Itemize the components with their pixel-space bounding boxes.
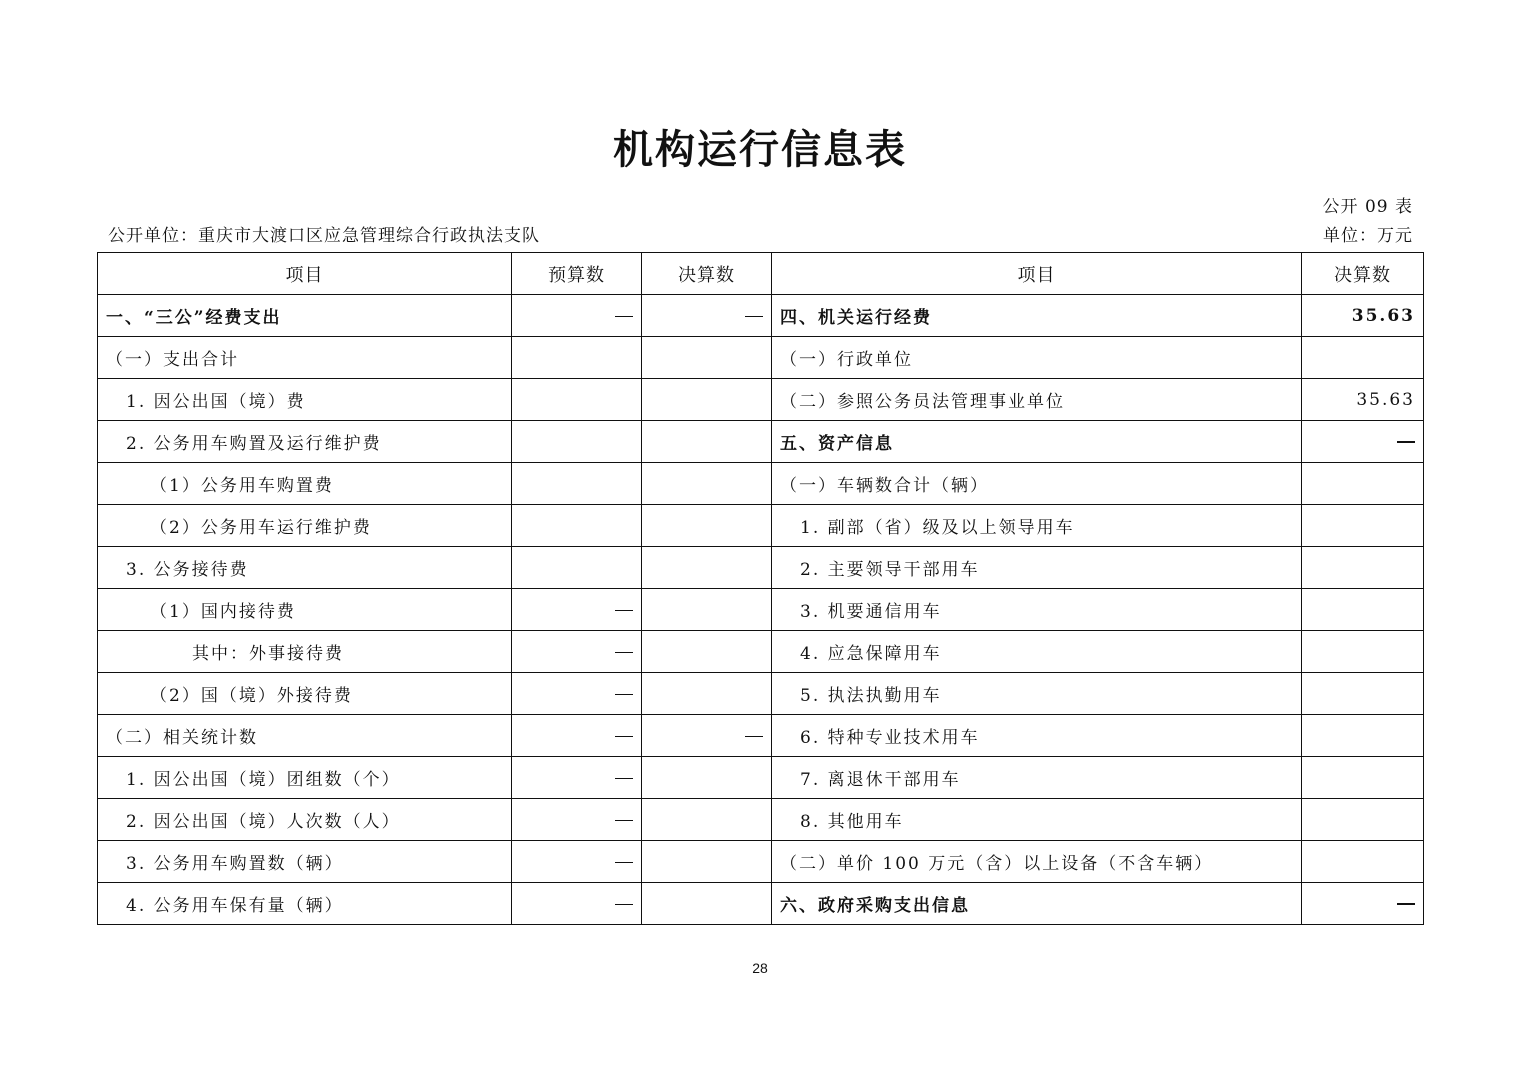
table-row bbox=[98, 589, 1424, 631]
right-value-cell bbox=[1302, 883, 1424, 925]
table-row bbox=[98, 547, 1424, 589]
right-value-cell bbox=[1302, 505, 1424, 547]
right-value-cell bbox=[1302, 547, 1424, 589]
page-title: 机构运行信息表 bbox=[613, 127, 907, 173]
row-label-left: （2）公务用车运行维护费 bbox=[98, 505, 512, 547]
right-value-cell bbox=[1302, 337, 1424, 379]
row-label-right: 6. 特种专业技术用车 bbox=[772, 715, 1302, 757]
right-value-cell bbox=[1302, 715, 1424, 757]
budget-cell bbox=[512, 799, 642, 841]
right-value-cell bbox=[1302, 799, 1424, 841]
table-row bbox=[98, 673, 1424, 715]
page-number: 28 bbox=[752, 960, 768, 976]
budget-cell bbox=[512, 337, 642, 379]
dash-mark bbox=[615, 862, 633, 863]
row-label-right: （二）单价 100 万元（含）以上设备（不含车辆） bbox=[772, 841, 1302, 883]
final-cell bbox=[642, 295, 772, 337]
row-label-left: （1）公务用车购置费 bbox=[98, 463, 512, 505]
final-cell bbox=[642, 379, 772, 421]
right-value-cell bbox=[1302, 589, 1424, 631]
final-cell bbox=[642, 337, 772, 379]
budget-cell bbox=[512, 505, 642, 547]
budget-cell bbox=[512, 547, 642, 589]
right-value-cell: 35.63 bbox=[1302, 295, 1424, 337]
budget-cell bbox=[512, 421, 642, 463]
dash-mark bbox=[615, 778, 633, 779]
table-row bbox=[98, 421, 1424, 463]
row-label-right: 5. 执法执勤用车 bbox=[772, 673, 1302, 715]
row-label-left: 1. 因公出国（境）团组数（个） bbox=[98, 757, 512, 799]
row-label-left: 其中：外事接待费 bbox=[98, 631, 512, 673]
table-row bbox=[98, 883, 1424, 925]
budget-cell bbox=[512, 883, 642, 925]
final-cell bbox=[642, 505, 772, 547]
budget-cell bbox=[512, 673, 642, 715]
table-row bbox=[98, 631, 1424, 673]
row-label-right: 五、资产信息 bbox=[772, 421, 1302, 463]
table-row bbox=[98, 463, 1424, 505]
row-label-left: 2. 公务用车购置及运行维护费 bbox=[98, 421, 512, 463]
row-label-left: （一）支出合计 bbox=[98, 337, 512, 379]
dash-mark bbox=[615, 652, 633, 653]
col-header-final-right: 决算数 bbox=[1302, 253, 1424, 295]
budget-cell bbox=[512, 715, 642, 757]
dash-mark bbox=[615, 736, 633, 737]
row-label-right: （一）车辆数合计（辆） bbox=[772, 463, 1302, 505]
table-row bbox=[98, 757, 1424, 799]
budget-cell bbox=[512, 841, 642, 883]
row-label-left: 1. 因公出国（境）费 bbox=[98, 379, 512, 421]
final-cell bbox=[642, 883, 772, 925]
col-header-budget: 预算数 bbox=[512, 253, 642, 295]
right-value-cell bbox=[1302, 757, 1424, 799]
final-cell bbox=[642, 841, 772, 883]
table-row bbox=[98, 715, 1424, 757]
row-label-right: 2. 主要领导干部用车 bbox=[772, 547, 1302, 589]
row-label-right: 六、政府采购支出信息 bbox=[772, 883, 1302, 925]
dash-mark bbox=[615, 820, 633, 821]
final-cell bbox=[642, 589, 772, 631]
row-label-left: （二）相关统计数 bbox=[98, 715, 512, 757]
row-label-right: 4. 应急保障用车 bbox=[772, 631, 1302, 673]
budget-cell bbox=[512, 463, 642, 505]
dash-mark bbox=[615, 610, 633, 611]
form-number: 公开 09 表 bbox=[1322, 197, 1413, 217]
final-cell bbox=[642, 547, 772, 589]
row-label-left: 2. 因公出国（境）人次数（人） bbox=[98, 799, 512, 841]
right-value-cell bbox=[1302, 841, 1424, 883]
row-label-right: 7. 离退休干部用车 bbox=[772, 757, 1302, 799]
budget-cell bbox=[512, 589, 642, 631]
row-label-left: 3. 公务接待费 bbox=[98, 547, 512, 589]
right-value-cell bbox=[1302, 631, 1424, 673]
dash-mark bbox=[1397, 441, 1415, 443]
budget-cell bbox=[512, 295, 642, 337]
dash-mark bbox=[615, 694, 633, 695]
dash-mark bbox=[745, 316, 763, 317]
budget-cell bbox=[512, 631, 642, 673]
table-row bbox=[98, 799, 1424, 841]
table-row bbox=[98, 841, 1424, 883]
row-label-right: 3. 机要通信用车 bbox=[772, 589, 1302, 631]
table-row bbox=[98, 505, 1424, 547]
final-cell bbox=[642, 757, 772, 799]
table-row bbox=[98, 337, 1424, 379]
right-value-cell: 35.63 bbox=[1302, 379, 1424, 421]
row-label-right: （二）参照公务员法管理事业单位 bbox=[772, 379, 1302, 421]
dash-mark bbox=[745, 736, 763, 737]
row-label-left: 一、“三公”经费支出 bbox=[98, 295, 512, 337]
final-cell bbox=[642, 631, 772, 673]
currency-unit: 单位：万元 bbox=[1323, 226, 1413, 246]
dash-mark bbox=[615, 316, 633, 317]
col-header-item-left: 项目 bbox=[98, 253, 512, 295]
row-label-left: （1）国内接待费 bbox=[98, 589, 512, 631]
right-value-cell bbox=[1302, 463, 1424, 505]
row-label-left: 3. 公务用车购置数（辆） bbox=[98, 841, 512, 883]
table-row bbox=[98, 379, 1424, 421]
row-label-left: 4. 公务用车保有量（辆） bbox=[98, 883, 512, 925]
table-row bbox=[98, 295, 1424, 337]
col-header-final-left: 决算数 bbox=[642, 253, 772, 295]
budget-cell bbox=[512, 379, 642, 421]
row-label-right: 1. 副部（省）级及以上领导用车 bbox=[772, 505, 1302, 547]
final-cell bbox=[642, 673, 772, 715]
row-label-right: 四、机关运行经费 bbox=[772, 295, 1302, 337]
right-value-cell bbox=[1302, 673, 1424, 715]
col-header-item-right: 项目 bbox=[772, 253, 1302, 295]
table-header-row bbox=[98, 253, 1424, 295]
final-cell bbox=[642, 799, 772, 841]
final-cell bbox=[642, 463, 772, 505]
row-label-left: （2）国（境）外接待费 bbox=[98, 673, 512, 715]
dash-mark bbox=[1397, 903, 1415, 905]
final-cell bbox=[642, 421, 772, 463]
info-table bbox=[97, 252, 1424, 925]
row-label-right: （一）行政单位 bbox=[772, 337, 1302, 379]
right-value-cell bbox=[1302, 421, 1424, 463]
reporting-unit: 公开单位：重庆市大渡口区应急管理综合行政执法支队 bbox=[108, 226, 540, 246]
dash-mark bbox=[615, 904, 633, 905]
row-label-right: 8. 其他用车 bbox=[772, 799, 1302, 841]
budget-cell bbox=[512, 757, 642, 799]
final-cell bbox=[642, 715, 772, 757]
